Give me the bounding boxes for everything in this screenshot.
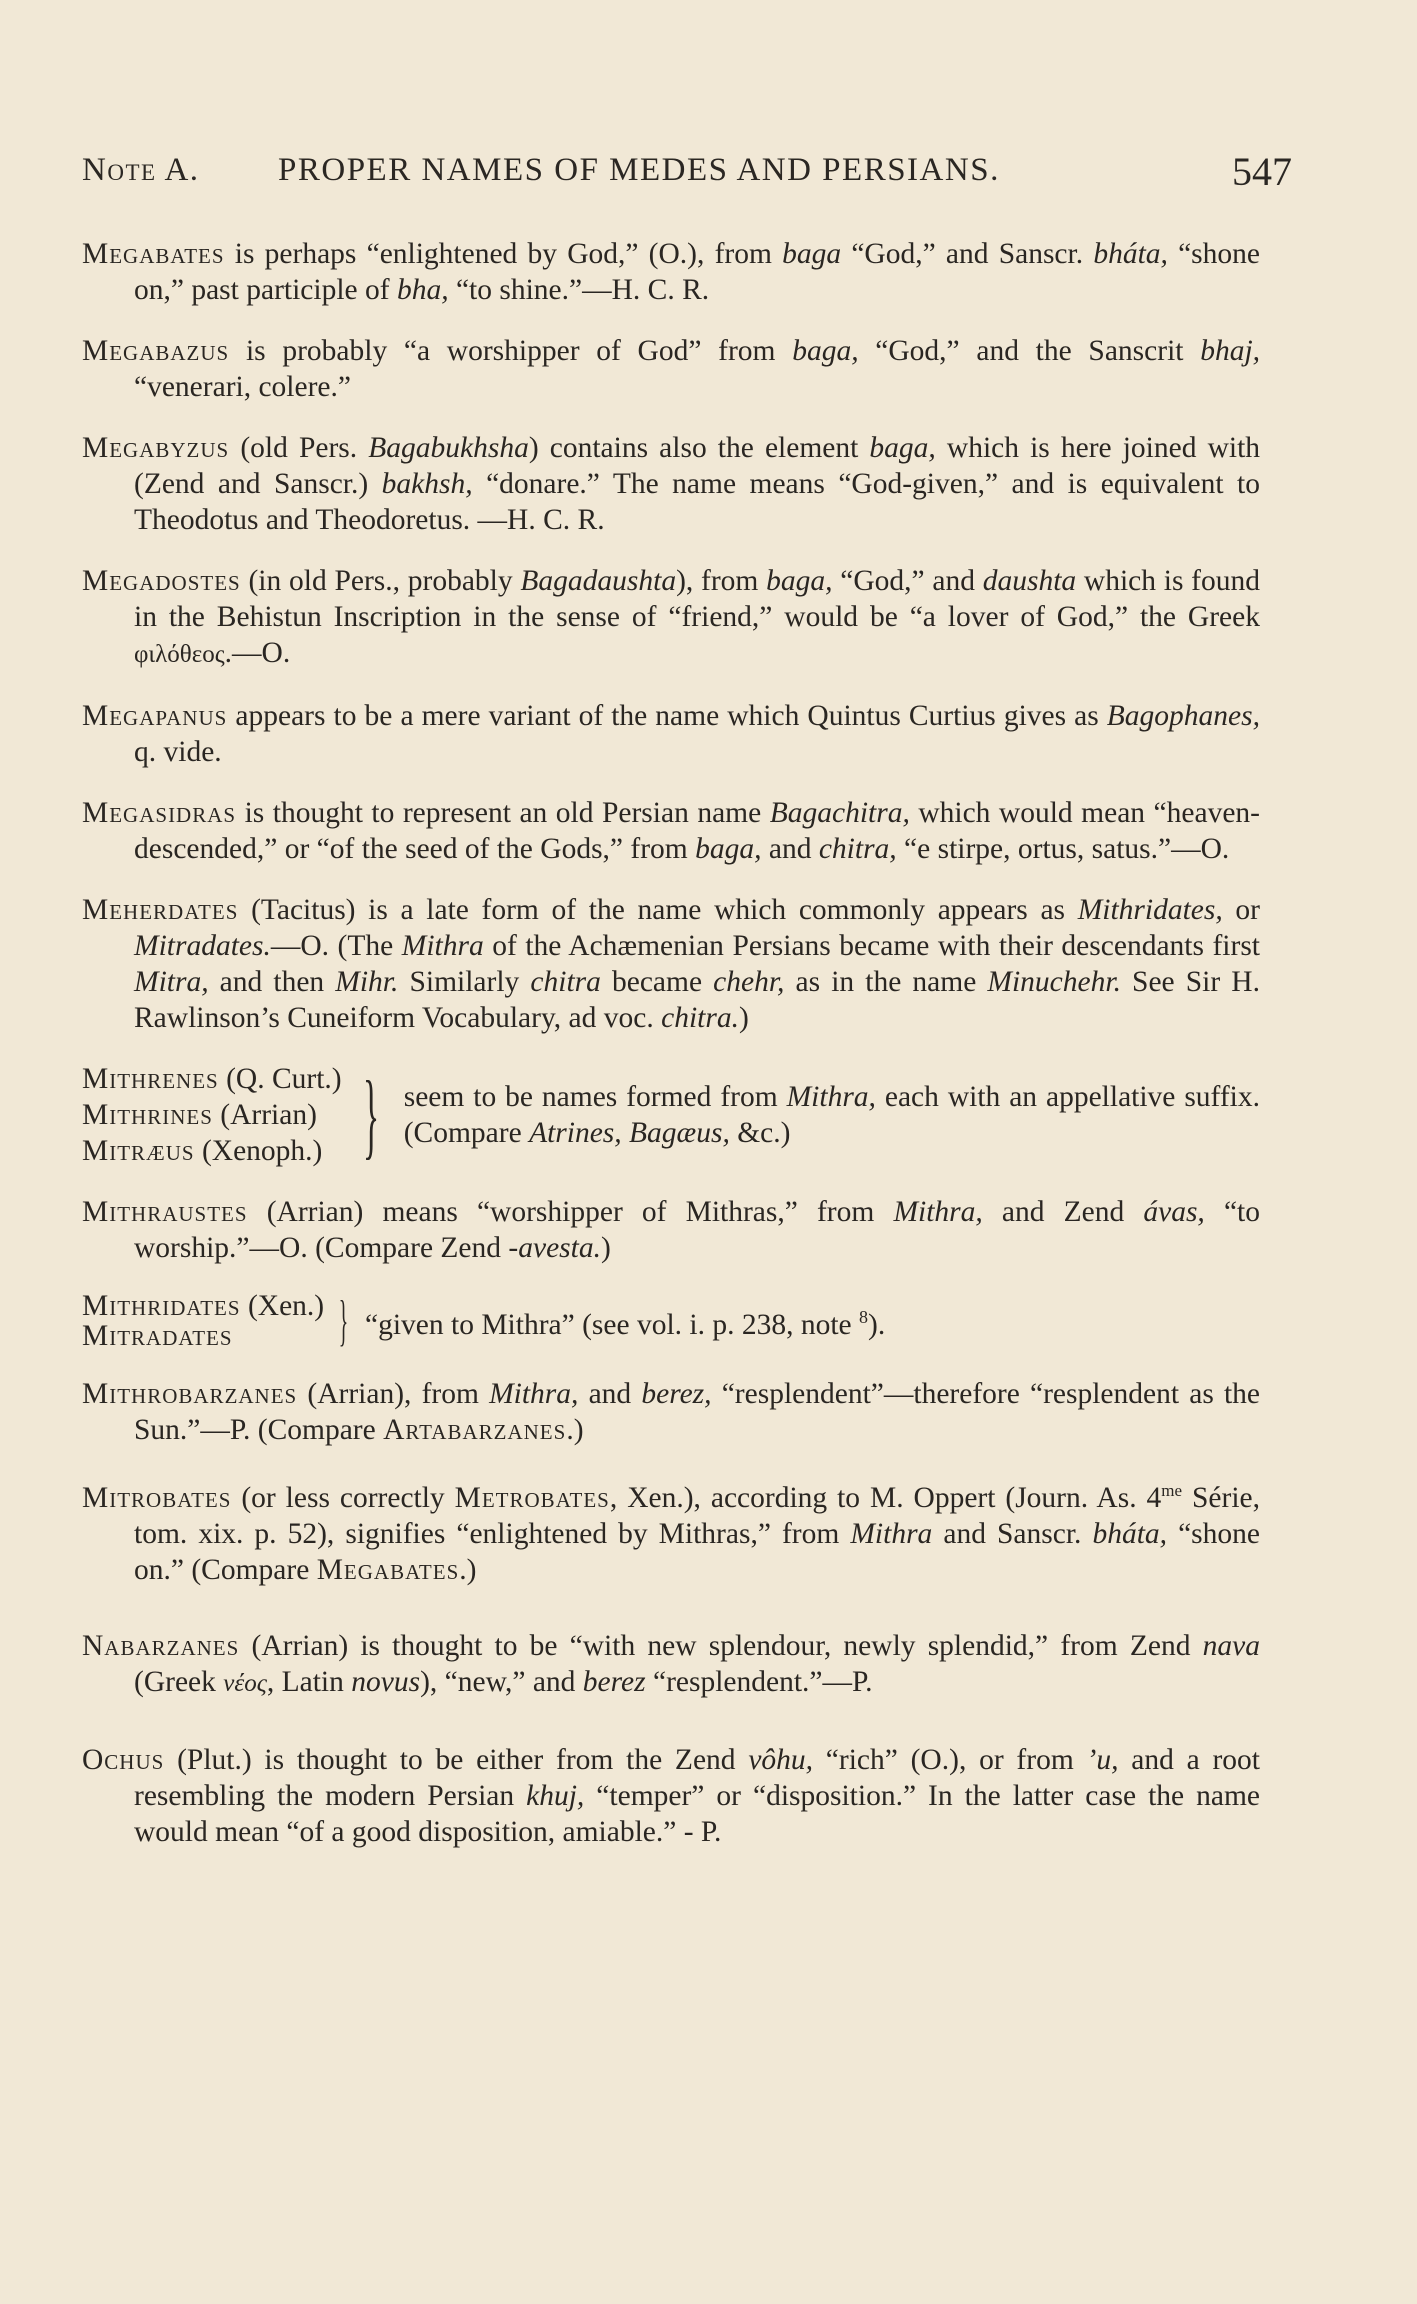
entry-megabates: Megabates is perhaps “enlightened by God,” (O.), from baga “God,” and Sanscr. bháta, “shone on,” past participle of bha, “to shine.”—H. C. R. xyxy=(82,238,1261,306)
entry-mithraustes: Mithraustes (Arrian) means “worshipper of Mithras,” from Mithra, and Zend ávas, “to worship.”—O. (Compare Zend -avesta.) xyxy=(82,1196,1260,1264)
headword: Meherdates xyxy=(82,894,239,926)
headword: Megabates xyxy=(82,238,225,270)
headword: Nabarzanes xyxy=(82,1629,240,1662)
brace-icon: } xyxy=(338,1290,349,1352)
headword: Megadostes xyxy=(82,565,241,597)
grouped-headwords: Mithrenes (Q. Curt.) Mithrines (Arrian) Mitræus (Xenoph.) xyxy=(82,1063,342,1167)
headword: Megapanus xyxy=(82,700,228,732)
entry-megabazus: Megabazus is probably “a worshipper of God” from baga, “God,” and the Sanscrit bhaj, “venerari, colere.” xyxy=(82,335,1261,403)
headword: Mitrobates xyxy=(82,1481,232,1514)
entry-mithridates-group xyxy=(82,1291,1260,1351)
page-number: 547 xyxy=(1232,149,1292,194)
entry-ochus: Ochus (Plut.) is thought to be either from the Zend vôhu, “rich” (O.), or from ’u, and a root resembling the modern Persian khuj, “temper” or “disposition.” In the latter case the name would mean “of a good disposition, amiable.” - P. xyxy=(82,1743,1260,1848)
headword: Megabazus xyxy=(82,335,230,367)
entry-mithrobarzanes: Mithrobarzanes (Arrian), from Mithra, and berez, “resplendent”—therefore “resplendent as the Sun.”—P. (Compare Artabarzanes.) xyxy=(82,1378,1261,1446)
headword: Megasidras xyxy=(82,797,237,829)
entry-mitrobates: Mitrobates (or less correctly Metrobates, Xen.), according to M. Oppert (Journ. As. $4^{me}$ Série, tom. xix. p. 52), signifies “enlightened by Mithras,” from Mithra and Sanscr. bháta, “shone on.” (Compare Megabates.) xyxy=(82,1481,1260,1586)
brace-icon: } xyxy=(362,1061,379,1168)
entry-mithrenes-group xyxy=(82,1061,1260,1169)
entry-megabyzus: Megabyzus (old Pers. Bagabukhsha) contains also the element baga, which is here joined with (Zend and Sanscr.) bakhsh, “donare.” The name means “God-given,” and is equivalent to Theodotus and Theodoretus. —H. C. R. xyxy=(82,432,1261,536)
header-note: Note A. xyxy=(82,152,200,188)
headword: Megabyzus xyxy=(82,432,230,464)
group-gloss: “given to Mithra” (see vol. i. p. 238, note $^8$). xyxy=(365,1307,886,1341)
headword: Ochus xyxy=(82,1743,165,1776)
headword: Mithrobarzanes xyxy=(82,1378,298,1410)
entry-megasidras: Megasidras is thought to represent an old Persian name Bagachitra, which would mean “heaven-descended,” or “of the seed of the Gods,” from baga, and chitra, “e stirpe, ortus, satus.”—O. xyxy=(82,797,1260,865)
entry-megadostes: Megadostes (in old Pers., probably Bagadaushta), from baga, “God,” and daushta which is found in the Behistun Inscription in the sense of “friend,” would be “a lover of God,” the Greek φιλόθεος.—O. xyxy=(82,565,1260,669)
glossary-body xyxy=(82,236,1260,1875)
header-title: PROPER NAMES OF MEDES AND PERSIANS. xyxy=(278,152,1000,188)
entry-megapanus: Megapanus appears to be a mere variant of the name which Quintus Curtius gives as Bagophanes, q. vide. xyxy=(82,700,1260,768)
entry-nabarzanes: Nabarzanes (Arrian) is thought to be “with new splendour, newly splendid,” from Zend nava (Greek νέος, Latin novus), “new,” and berez “resplendent.”—P. xyxy=(82,1629,1260,1698)
group-gloss: seem to be names formed from Mithra, each with an appellative suffix. (Compare Atrines, Bagæus, &c.) xyxy=(403,1081,1260,1149)
grouped-headwords: Mithridates (Xen.) Mitradates xyxy=(82,1290,325,1352)
entry-meherdates: Meherdates (Tacitus) is a late form of the name which commonly appears as Mithridates, or Mitradates.—O. (The Mithra of the Achæmenian Persians became with their descendants first Mitra, and then Mihr. Similarly chitra became chehr, as in the name Minuchehr. See Sir H. Rawlinson’s Cuneiform Vocabulary, ad voc. chitra.) xyxy=(82,894,1260,1034)
headword: Mithraustes xyxy=(82,1196,248,1228)
